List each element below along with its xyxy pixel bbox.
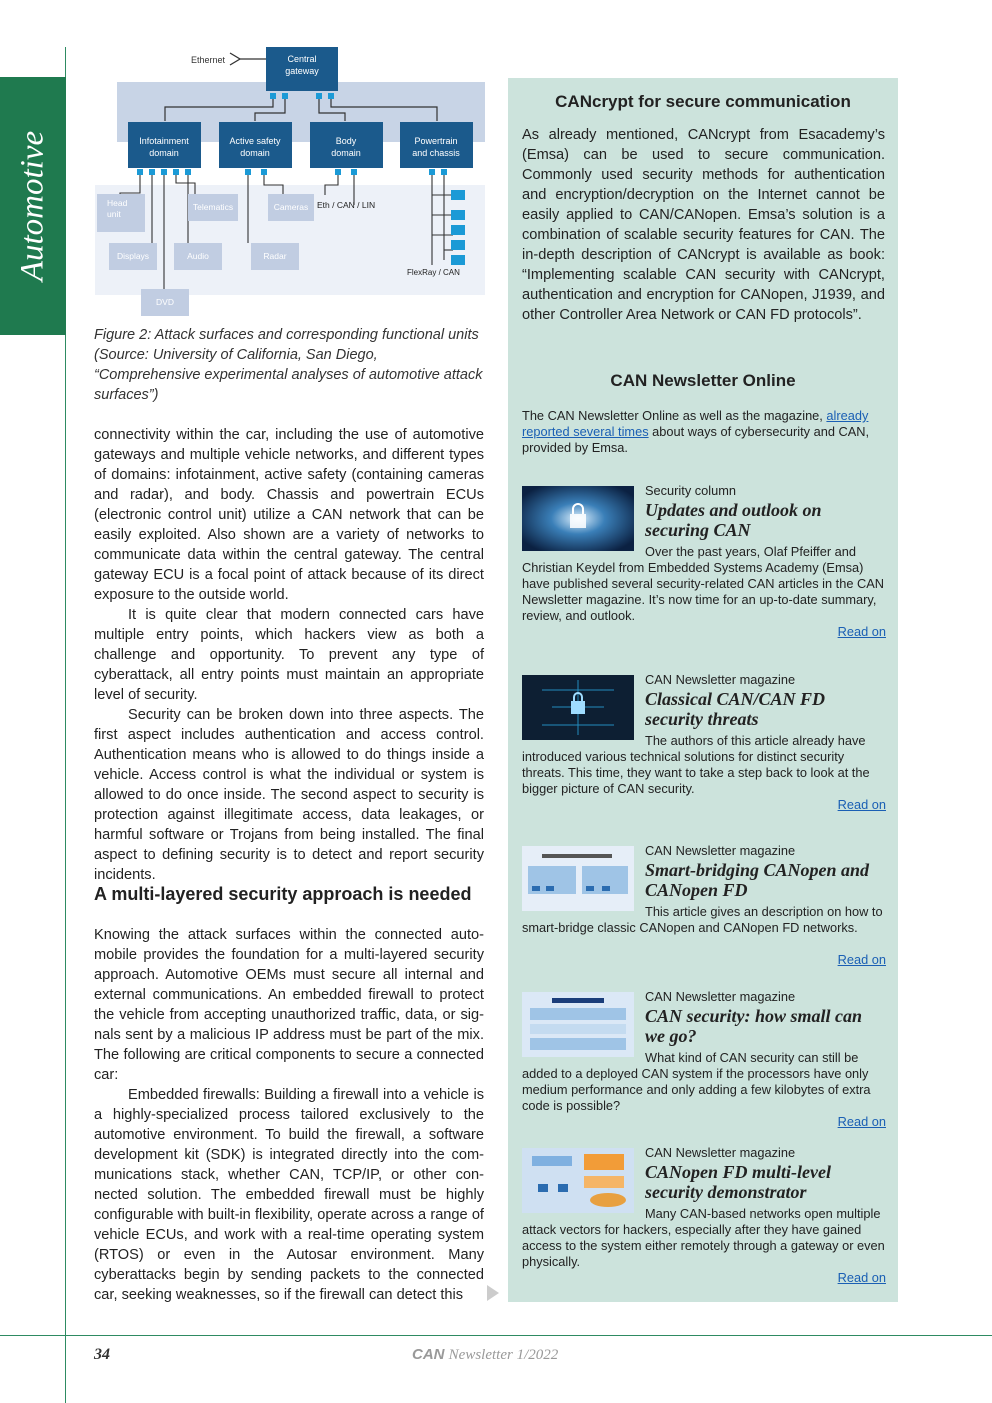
article-thumbnail [522, 1148, 634, 1213]
article-thumbnail [522, 675, 634, 740]
article-body-bottom [94, 925, 484, 1305]
article-thumbnail [522, 992, 634, 1057]
svg-text:Powertrain: Powertrain [414, 136, 458, 146]
read-on-link[interactable]: Read on [837, 797, 886, 812]
can-logo: CAN [412, 1346, 445, 1363]
svg-text:and chassis: and chassis [412, 148, 460, 158]
article-kind: CAN Newsletter magazine [645, 672, 796, 687]
svg-text:Eth / CAN / LIN: Eth / CAN / LIN [317, 200, 376, 210]
svg-text:Telematics: Telematics [192, 202, 234, 212]
already-reported-link[interactable]: already reported several times [522, 408, 869, 439]
article-title[interactable]: CANopen FD multi-level security demonstrator [645, 1162, 831, 1202]
section-heading: A multi-layered security approach is needed [94, 884, 472, 904]
article-kind: CAN Newsletter magazine [645, 989, 796, 1004]
paragraph: connectivity within the car, including the use of automotive gateways and multiple vehicle networks, and different types of domains: infotainment, active safety (containing cameras and radar), and body. Chassis and powertrain ECUs (electronic control unit) utilize a CAN network that can be easily exploited. Also shown are a variety of networks to communicate data within the central gateway. The central gateway ECU is a focal point of attack because of its direct exposure to the outside world. [94, 427, 484, 603]
magazine-issue: Newsletter 1/2022 [448, 1347, 559, 1363]
article-thumbnail [522, 486, 634, 551]
svg-text:Central: Central [287, 54, 317, 64]
article-kind: Security column [645, 483, 737, 498]
article-title[interactable]: CAN security: how small can we go? [645, 1006, 863, 1046]
magazine-footer [412, 1346, 558, 1364]
page-number: 34 [94, 1346, 110, 1363]
article-card [522, 843, 886, 967]
section-tab-label: Automotive [14, 130, 51, 282]
article-description: Many CAN-based networks open multiple attack vectors for hackers, especially after they have gained access to the system either remotely through a gateway or even physically. [522, 1206, 885, 1269]
read-on-link[interactable]: Read on [837, 1270, 886, 1285]
read-on-link[interactable]: Read on [837, 624, 886, 639]
cancrypt-text: As already mentioned, CANcrypt from Esacademy’s (Emsa) can be used to secure communication. Commonly used security methods for authentication and encryption/decryption on the Internet cannot be easily applied to CAN/CANopen. Emsa’s solution is a combination of scalable security features for CAN. The in-depth description of CANcrypt is available as book: “Implementing scalable CAN security with CANcrypt, authentication and encryption for CANopen, J1939, and other Controller Area Network or CAN FD protocols”. [522, 127, 885, 323]
article-card [522, 672, 886, 812]
article-card [522, 483, 886, 639]
article-card [522, 1145, 886, 1285]
article-card [522, 989, 886, 1129]
article-kind: CAN Newsletter magazine [645, 1145, 796, 1160]
figure-caption: Figure 2: Attack surfaces and corresponding functional units (Source: University of California, San Diego, “Comprehensive experimental analyses of automotive attack surfaces”) [94, 327, 483, 403]
svg-text:FlexRay / CAN: FlexRay / CAN [407, 268, 460, 277]
article-description: This article gives an description on how to smart-bridge classic CANopen and CANopen FD networks. [522, 904, 883, 935]
svg-text:DVD: DVD [156, 297, 174, 307]
continue-arrow-icon [487, 1285, 499, 1301]
svg-text:Radar: Radar [263, 251, 287, 261]
svg-text:Active safety: Active safety [229, 136, 281, 146]
article-title[interactable]: Updates and outlook on securing CAN [645, 500, 822, 540]
newsletter-online-heading: CAN Newsletter Online [610, 371, 796, 390]
paragraph: Security can be broken down into three aspects. The first aspect includes authentication and access control. Authentication means who is allowed to do things inside a vehicle. Access control is what the individual or system is allowed to do once inside. The second aspect to security is protection against illegitimate access, data leakages, or harmful software or Trojans from being installed. The final aspect to defining security is to detect and report security incidents. [94, 707, 484, 883]
article-description: Over the past years, Olaf Pfeiffer and Christian Keydel from Embedded Systems Academy (Emsa) have published several security-related CAN articles in the CAN Newsletter magazine. It’s now time for an up-to-date summary, review, and outlook. [522, 544, 885, 623]
cancrypt-heading: CANcrypt for secure communication [555, 92, 851, 111]
article-title[interactable]: Classical CAN/CAN FD security threats [645, 689, 826, 729]
ethernet-label: Ethernet [191, 55, 226, 65]
svg-text:domain: domain [331, 148, 361, 158]
svg-text:Cameras: Cameras [273, 202, 309, 212]
svg-text:domain: domain [149, 148, 179, 158]
svg-text:Infotainment: Infotainment [139, 136, 189, 146]
svg-text:Head: Head [107, 198, 128, 208]
article-description: The authors of this article already have introduced various technical solutions for distinct security threats. This time, they want to take a step back to look at the bigger picture of CAN security. [522, 733, 870, 796]
svg-text:Audio: Audio [187, 251, 209, 261]
article-body-top [94, 425, 484, 885]
read-on-link[interactable]: Read on [837, 1114, 886, 1129]
attack-surface-diagram [95, 45, 485, 320]
svg-text:unit: unit [107, 209, 121, 219]
article-description: What kind of CAN security can still be added to a deployed CAN system if the processors have only medium performance and only adding a few kilobytes of extra code is possible? [522, 1050, 871, 1113]
read-on-link[interactable]: Read on [837, 952, 886, 967]
svg-text:Displays: Displays [116, 251, 150, 261]
section-tab [0, 77, 66, 335]
article-thumbnail [522, 846, 634, 911]
paragraph: It is quite clear that modern connected cars have multiple entry points, which hackers view as both a challenge and opportunity. To prevent any type of cyberattack, all entry points must maintain an appropriate level of security. [94, 607, 484, 703]
article-kind: CAN Newsletter magazine [645, 843, 796, 858]
svg-text:gateway: gateway [285, 66, 319, 76]
paragraph: Knowing the attack surfaces within the connected automobile provides the foundation for a multi-layered security approach. Automotive OEMs must secure all internal and external communications. An embedded firewall to protect the vehicle from accepting unauthorized traffic, data, or signals sent by a malicious IP address must be part of the mix. The following are critical components to secure a connected car: [94, 927, 484, 1083]
article-title[interactable]: Smart-bridging CANopen and CANopen FD [645, 860, 870, 900]
newsletter-intro: The CAN Newsletter Online as well as the magazine, already reported several times about ways of cybersecurity and CAN, provided by Emsa. [522, 408, 870, 455]
svg-text:domain: domain [240, 148, 270, 158]
footer-rule [0, 1335, 992, 1336]
svg-text:Body: Body [335, 136, 357, 146]
paragraph: Embedded firewalls: Building a firewall into a vehicle is a highly-specialized process tailored exclusively to the automotive environment. To build the firewall, a software development kit (SDK) is integrated directly into the communications stack, whether CAN, TCP/IP, or other connected solution. The embedded firewall must be highly configurable with built-in flexibility, operate across a range of vehicle ECUs, and work with a real-time operating system (RTOS) or even in the Autosar environment. Many cyberattacks begin by sending packets to the connected car, seeking weaknesses, so if the firewall can detect this [94, 1087, 484, 1303]
